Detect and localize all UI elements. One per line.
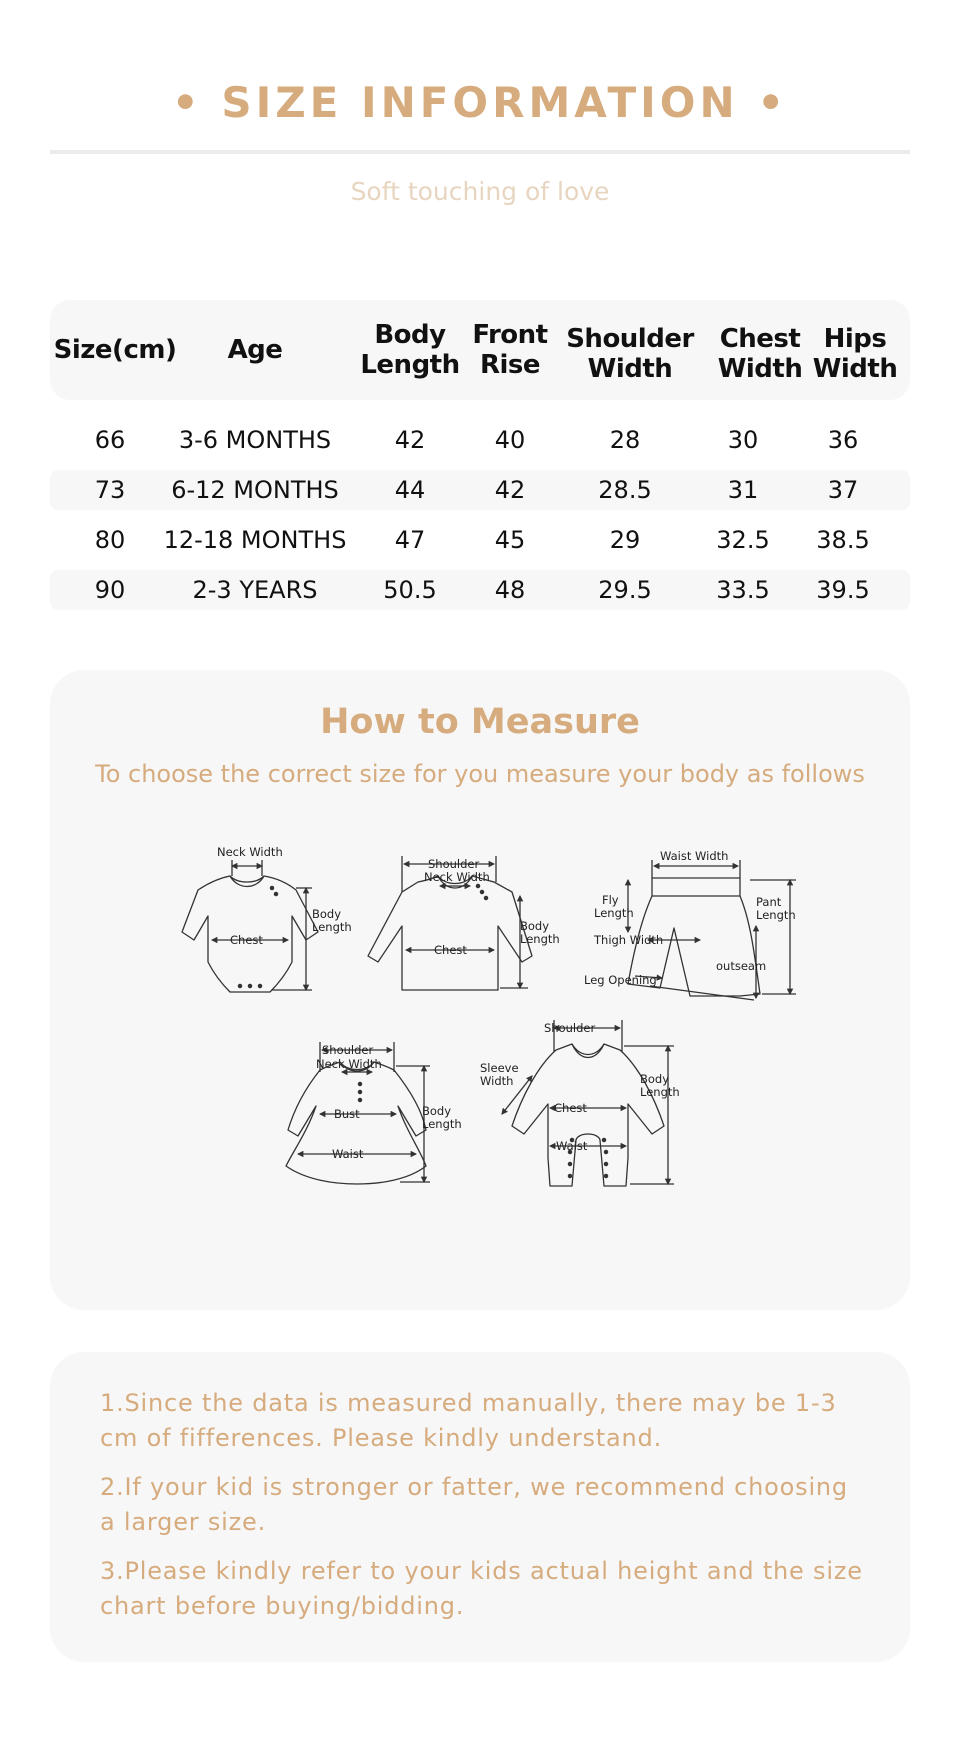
header-age: Age xyxy=(227,335,283,365)
cell-age: 12-18 MONTHS xyxy=(163,526,347,554)
header-body-length: Body Length xyxy=(360,320,460,380)
cell-age: 2-3 YEARS xyxy=(192,576,318,604)
label-chest: Chest xyxy=(434,943,467,957)
label-waist: Waist xyxy=(332,1147,364,1161)
label-body-length: Length xyxy=(640,1085,680,1099)
header-hips-width: Hips Width xyxy=(812,324,898,384)
measurement-diagrams xyxy=(50,670,910,1310)
label-body-length: Body xyxy=(312,907,342,921)
cell-body-length: 50.5 xyxy=(383,576,437,604)
cell-front-rise: 48 xyxy=(494,576,526,604)
measure-subtitle: To choose the correct size for you measure your body as follows xyxy=(95,760,865,788)
cell-front-rise: 45 xyxy=(494,526,526,554)
note-item: 3.Please kindly refer to your kids actual height and the size chart before buying/bidding. xyxy=(100,1557,863,1620)
label-body-length: Length xyxy=(520,932,560,946)
cell-size: 73 xyxy=(94,476,126,504)
label-fly-length: Length xyxy=(594,906,634,920)
label-pant-length: Length xyxy=(756,908,796,922)
label-neck-width: Neck Width xyxy=(316,1057,382,1071)
cell-age: 6-12 MONTHS xyxy=(171,476,339,504)
cell-hips-width: 36 xyxy=(827,426,859,454)
romper-diagram xyxy=(502,1020,674,1186)
label-leg-opening: Leg Opening xyxy=(584,973,657,987)
cell-body-length: 42 xyxy=(394,426,426,454)
header-shoulder-width: Shoulder Width xyxy=(566,324,694,384)
label-chest: Chest xyxy=(554,1101,587,1115)
cell-hips-width: 39.5 xyxy=(816,576,870,604)
label-waist-width: Waist Width xyxy=(660,849,729,863)
cell-front-rise: 42 xyxy=(494,476,526,504)
cell-chest-width: 30 xyxy=(727,426,759,454)
cell-hips-width: 38.5 xyxy=(816,526,870,554)
section-title: • SIZE INFORMATION • xyxy=(171,78,789,127)
table-row xyxy=(50,520,910,560)
label-body-length: Body xyxy=(422,1104,452,1118)
label-thigh-width: Thigh Width xyxy=(594,933,664,947)
label-shoulder: Shoulder xyxy=(544,1021,596,1035)
label-chest: Chest xyxy=(230,933,263,947)
table-header xyxy=(50,300,910,400)
label-waist: Waist xyxy=(556,1139,588,1153)
cell-front-rise: 40 xyxy=(494,426,526,454)
label-neck-width: Neck Width xyxy=(217,845,283,859)
label-body-length: Length xyxy=(312,920,352,934)
label-fly-length: Fly xyxy=(602,893,619,907)
cell-shoulder-width: 28.5 xyxy=(598,476,652,504)
label-pant-length: Pant xyxy=(756,895,782,909)
table-row xyxy=(50,470,910,510)
label-outseam: outseam xyxy=(716,959,767,973)
label-sleeve-width: Sleeve xyxy=(480,1061,519,1075)
table-row xyxy=(50,420,910,460)
note-item: 2.If your kid is stronger or fatter, we recommend choosing a larger size. xyxy=(100,1473,848,1536)
label-sleeve-width: Width xyxy=(480,1074,514,1088)
label-neck-width: Neck Width xyxy=(424,870,490,884)
label-bust: Bust xyxy=(334,1107,360,1121)
section-subtitle: Soft touching of love xyxy=(350,177,610,206)
cell-shoulder-width: 29.5 xyxy=(598,576,652,604)
header-size: Size(cm) xyxy=(53,335,177,365)
cell-chest-width: 32.5 xyxy=(716,526,770,554)
cell-age: 3-6 MONTHS xyxy=(178,426,332,454)
label-shoulder: Shoulder xyxy=(322,1043,374,1057)
how-to-measure-card xyxy=(50,670,910,1310)
cell-shoulder-width: 28 xyxy=(609,426,641,454)
measure-title: How to Measure xyxy=(320,702,640,742)
label-body-length: Body xyxy=(640,1072,670,1086)
header-front-rise: Front Rise xyxy=(472,320,548,380)
table-row xyxy=(50,570,910,610)
notes-card xyxy=(50,1352,910,1662)
cell-size: 90 xyxy=(94,576,126,604)
cell-shoulder-width: 29 xyxy=(609,526,641,554)
label-body-length: Length xyxy=(422,1117,462,1131)
cell-chest-width: 31 xyxy=(727,476,759,504)
bodysuit-diagram xyxy=(182,860,318,992)
cell-body-length: 47 xyxy=(394,526,426,554)
label-body-length: Body xyxy=(520,919,550,933)
title-divider xyxy=(50,150,910,154)
cell-body-length: 44 xyxy=(394,476,426,504)
header-chest-width: Chest Width xyxy=(717,324,803,384)
cell-hips-width: 37 xyxy=(827,476,859,504)
cell-size: 80 xyxy=(94,526,126,554)
label-shoulder: Shoulder xyxy=(428,857,480,871)
cell-chest-width: 33.5 xyxy=(716,576,770,604)
cell-size: 66 xyxy=(94,426,126,454)
note-item: 1.Since the data is measured manually, there may be 1-3 cm of fifferences. Please kindly understand. xyxy=(100,1389,837,1452)
